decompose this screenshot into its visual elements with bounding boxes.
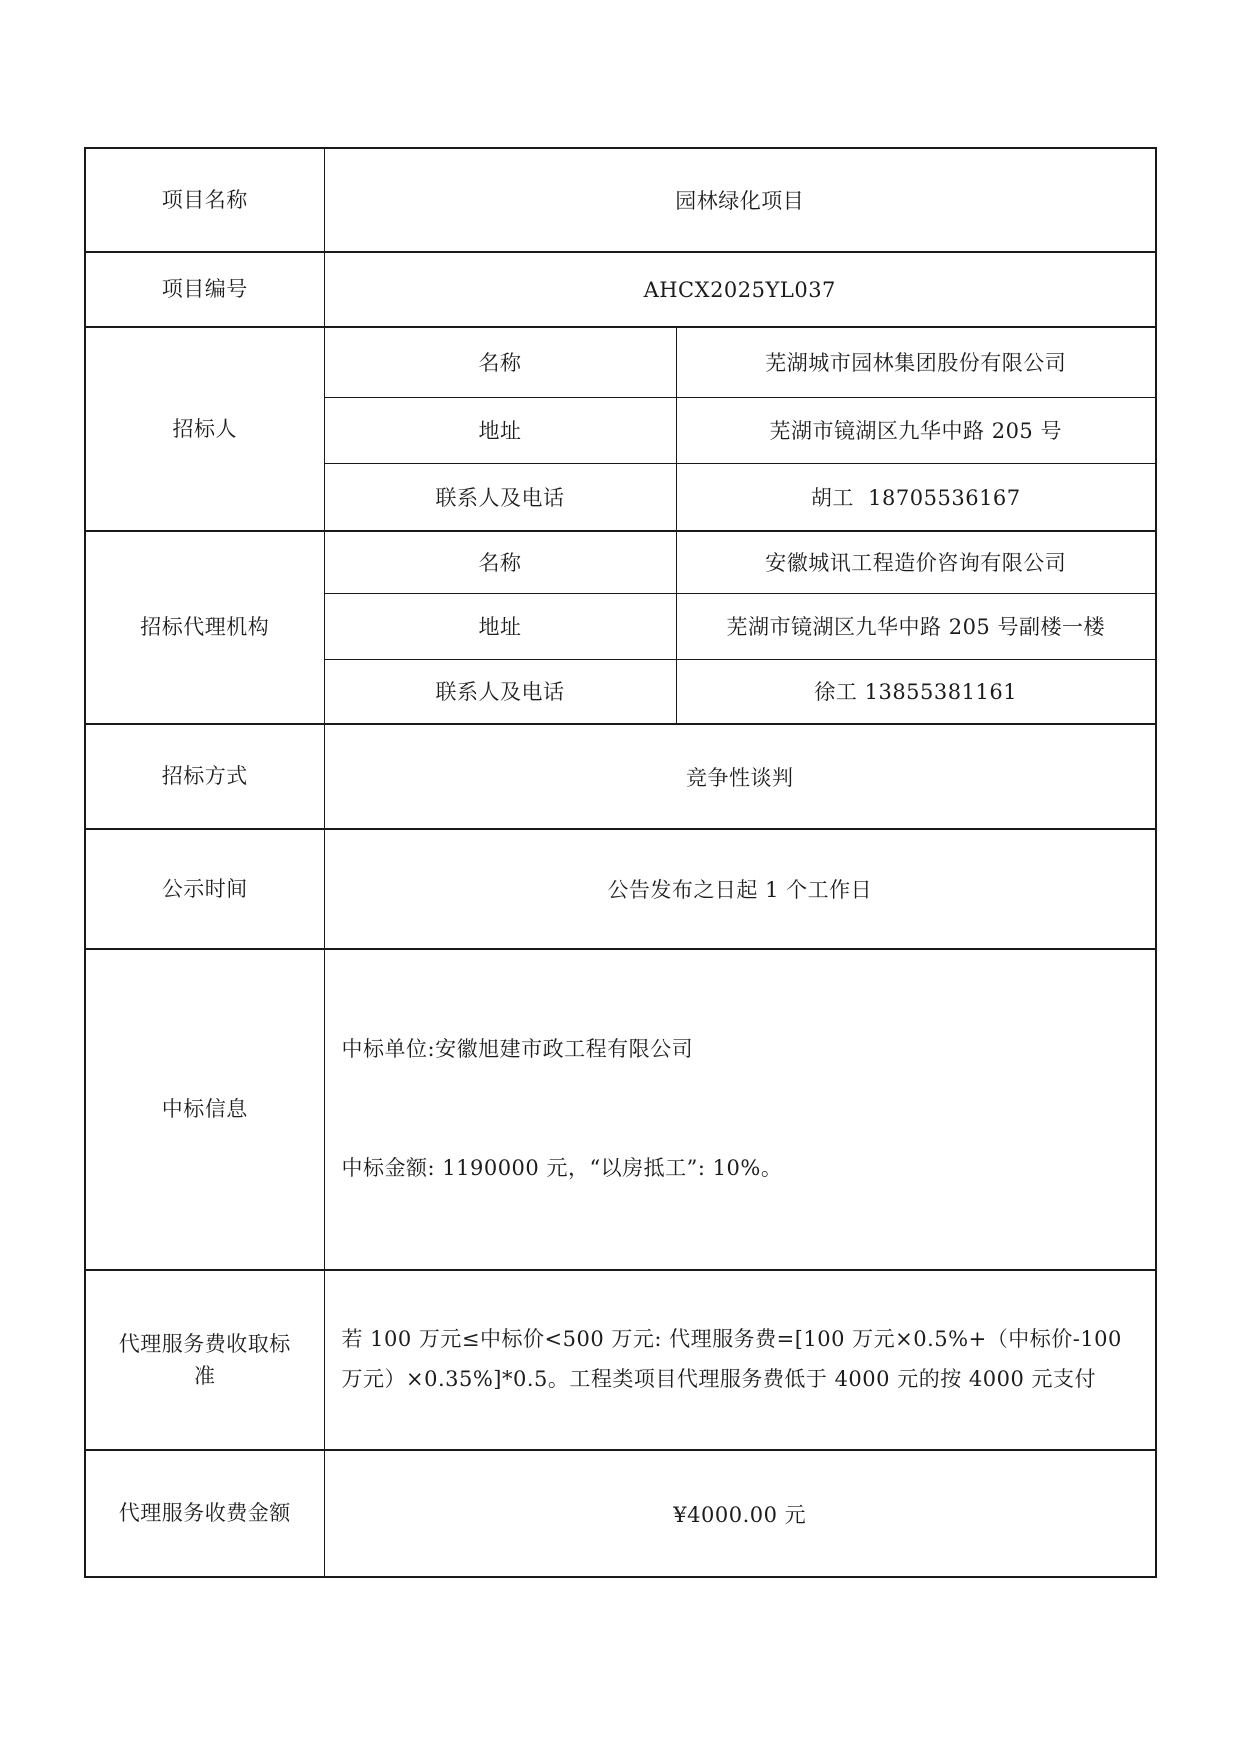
value-award-info (324, 949, 1156, 1270)
label-fee-standard: 代理服务费收取标准 (85, 1270, 324, 1450)
award-amount-line: 中标金额: 1190000 元，“以房抵工”: 10%。 (341, 1156, 783, 1181)
value-tenderer-contact: 胡工 18705536167 (676, 463, 1156, 531)
label-tenderer-name: 名称 (324, 327, 676, 397)
value-agency-address: 芜湖市镜湖区九华中路 205 号副楼一楼 (676, 593, 1156, 659)
value-project-name: 园林绿化项目 (324, 148, 1156, 252)
label-agency: 招标代理机构 (85, 531, 324, 724)
label-project-code: 项目编号 (85, 252, 324, 327)
value-tenderer-address: 芜湖市镜湖区九华中路 205 号 (676, 397, 1156, 463)
value-fee-amount: ¥4000.00 元 (324, 1450, 1156, 1577)
label-fee-amount: 代理服务收费金额 (85, 1450, 324, 1577)
label-tenderer-contact: 联系人及电话 (324, 463, 676, 531)
label-tenderer-address: 地址 (324, 397, 676, 463)
value-fee-standard: 若 100 万元≤中标价<500 万元: 代理服务费=[100 万元×0.5%+（中标价-100 万元）×0.35%]*0.5。工程类项目代理服务费低于 4000 元的按 4000 元支付 (324, 1270, 1156, 1450)
value-publicity-time: 公告发布之日起 1 个工作日 (324, 829, 1156, 949)
label-award-info: 中标信息 (85, 949, 324, 1270)
award-winner-line: 中标单位:安徽旭建市政工程有限公司 (341, 1036, 694, 1061)
label-agency-name: 名称 (324, 531, 676, 593)
label-tenderer: 招标人 (85, 327, 324, 531)
project-info-table (84, 147, 1157, 1578)
label-tender-method: 招标方式 (85, 724, 324, 829)
value-tenderer-name: 芜湖城市园林集团股份有限公司 (676, 327, 1156, 397)
label-agency-contact: 联系人及电话 (324, 659, 676, 724)
label-agency-address: 地址 (324, 593, 676, 659)
value-tender-method: 竞争性谈判 (324, 724, 1156, 829)
value-agency-name: 安徽城讯工程造价咨询有限公司 (676, 531, 1156, 593)
label-publicity-time: 公示时间 (85, 829, 324, 949)
value-agency-contact: 徐工 13855381161 (676, 659, 1156, 724)
label-project-name: 项目名称 (85, 148, 324, 252)
value-project-code: AHCX2025YL037 (324, 252, 1156, 327)
